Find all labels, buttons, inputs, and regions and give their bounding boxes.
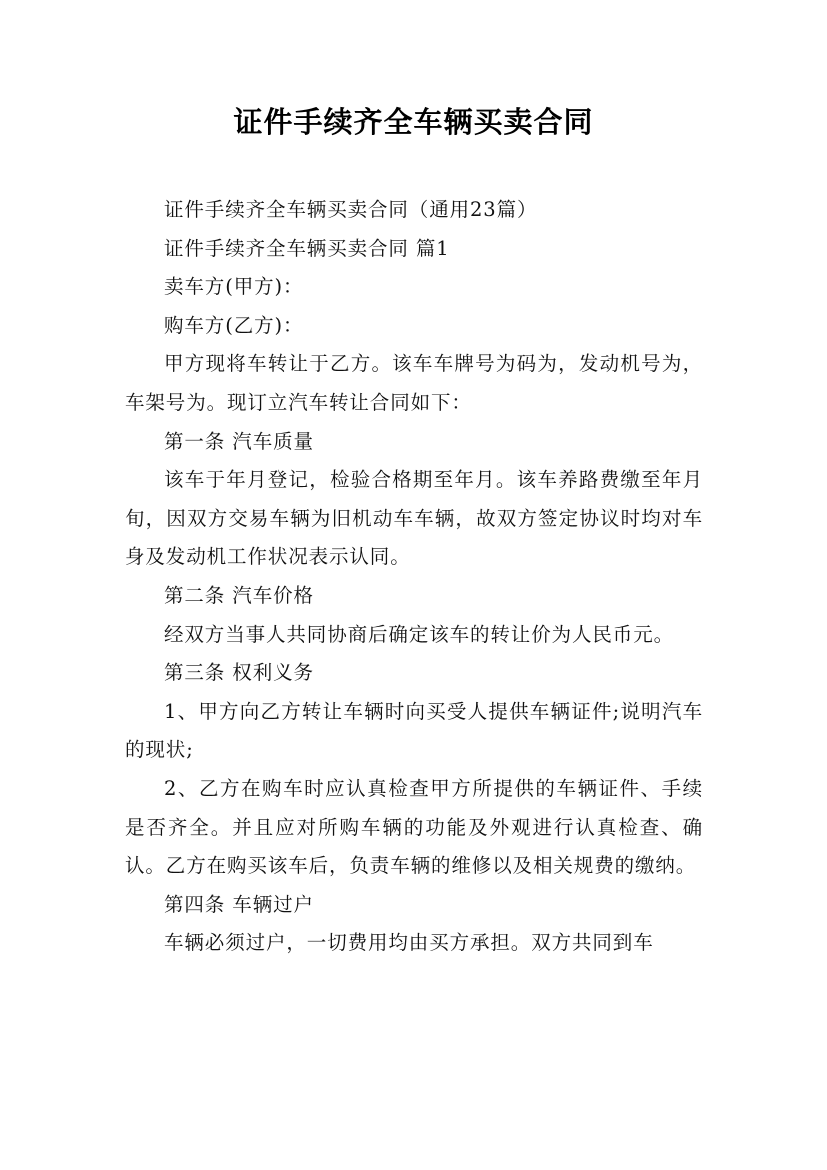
paragraph-section-heading: 证件手续齐全车辆买卖合同 篇1 [164, 236, 450, 260]
article-3-clause-1: 1、甲方向乙方转让车辆时向买受人提供车辆证件;说明汽车的现状; [125, 699, 703, 762]
article-3-clause-2: 2、乙方在购车时应认真检查甲方所提供的车辆证件、手续是否齐全。并且应对所购车辆的功能及外观进行认真检查、确认。乙方在购买该车后，负责车辆的维修以及相关规费的缴纳。 [125, 776, 703, 878]
paragraph-subtitle: 证件手续齐全车辆买卖合同（通用23篇） [164, 198, 538, 221]
document-body [125, 191, 703, 963]
article-2-body: 经双方当事人共同协商后确定该车的转让价为人民币元。 [164, 622, 675, 646]
document-title: 证件手续齐全车辆买卖合同 [233, 105, 594, 139]
paragraph-intro: 甲方现将车转让于乙方。该车车牌号为码为，发动机号为，车架号为。现订立汽车转让合同如下： [125, 352, 703, 414]
article-1-heading: 第一条 汽车质量 [164, 429, 314, 453]
article-3-heading: 第三条 权利义务 [164, 661, 314, 685]
paragraph-seller: 卖车方(甲方)： [164, 275, 304, 299]
paragraph-buyer: 购车方(乙方)： [164, 313, 304, 337]
article-4-heading: 第四条 车辆过户 [164, 892, 314, 916]
article-4-body: 车辆必须过户，一切费用均由买方承担。双方共同到车 [164, 931, 654, 955]
article-2-heading: 第二条 汽车价格 [164, 583, 314, 607]
article-1-body: 该车于年月登记，检验合格期至年月。该车养路费缴至年月旬，因双方交易车辆为旧机动车车辆，故双方签定协议时均对车身及发动机工作状况表示认同。 [125, 468, 703, 569]
